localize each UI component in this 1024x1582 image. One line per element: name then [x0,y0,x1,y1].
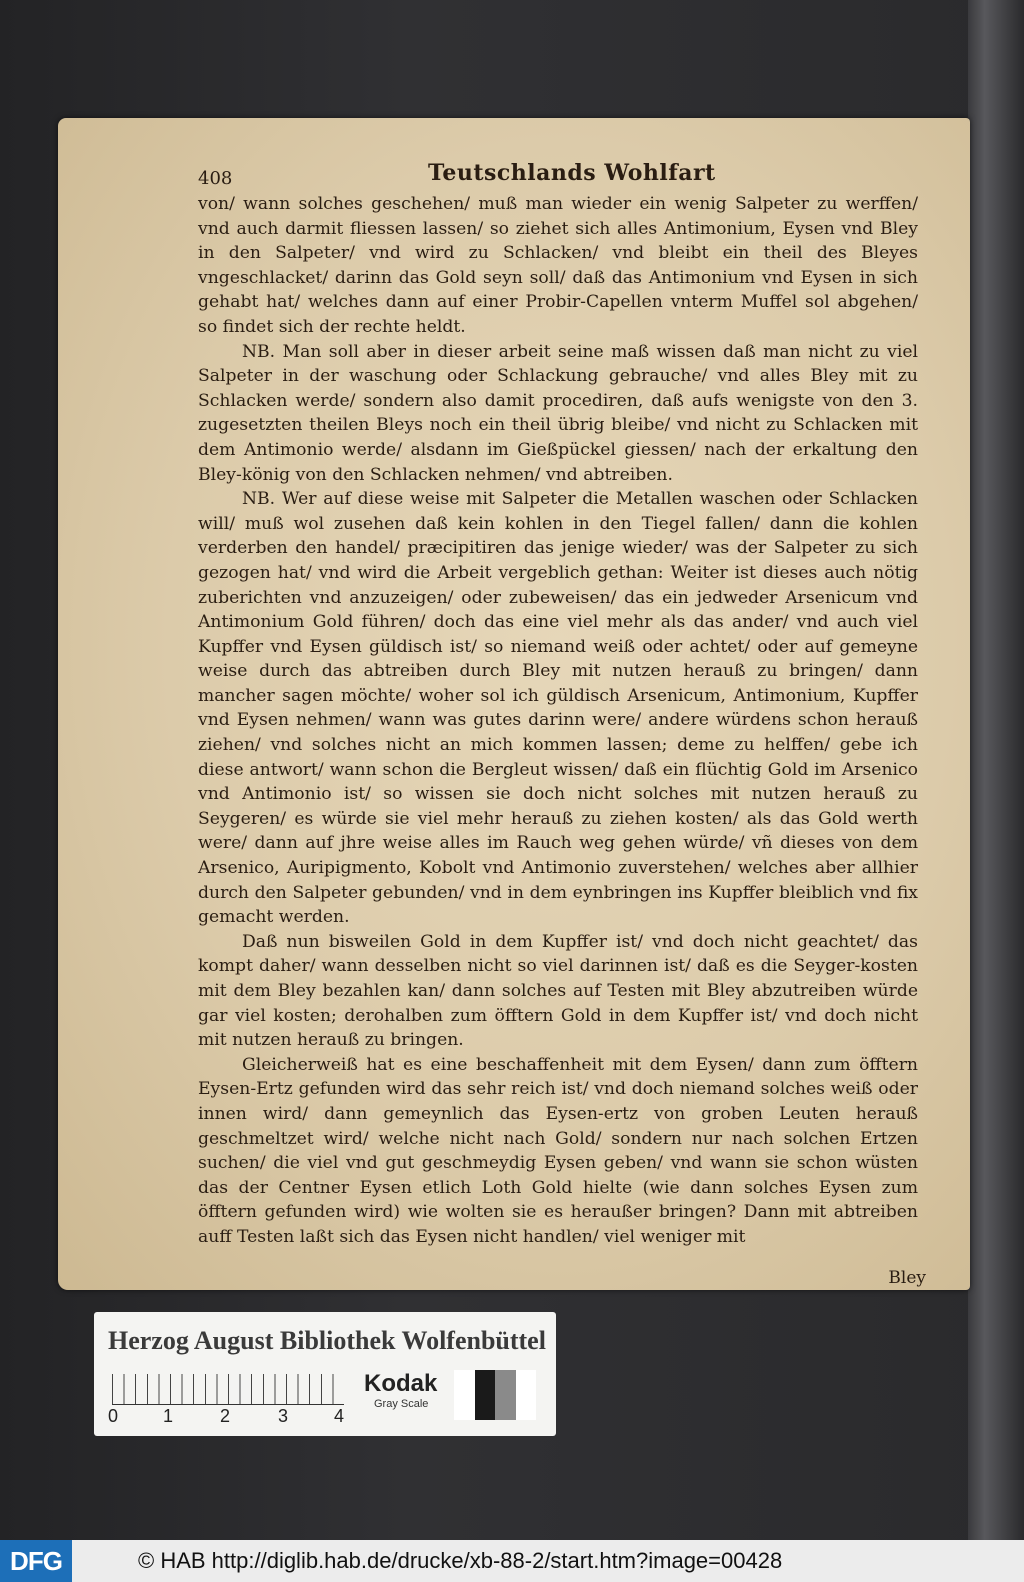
library-label-card [94,1312,556,1436]
copyright-link[interactable]: © HAB http://diglib.hab.de/drucke/xb-88-2/start.htm?image=00428 [138,1548,783,1573]
paragraph: NB. Man soll aber in dieser arbeit seine maß wissen daß man nicht zu viel Salpeter in der waschung oder Schlackung gebrauche/ vnd alles Bley mit zu Schlacken werde/ sondern also damit procediren, daß aufs wenigste von den 3. zugesetzten theilen Bleys noch ein theil übrig bleibe/ vnd nicht zu Schlacken mit dem Antimonio werde/ alsdann im Gießpückel giessen/ nach der erkaltung den Bley-könig von den Schlacken nehmen/ vnd abtreiben. [198,341,918,485]
kodak-brand: Kodak [364,1370,438,1397]
book-edge [968,0,1024,1540]
gray-swatch [454,1370,475,1420]
running-head-title: Teutschlands Wohlfart [428,160,716,186]
gray-scale-swatches [454,1370,536,1420]
gray-swatch [516,1370,537,1420]
footer-bar [0,1540,1024,1582]
library-name: Herzog August Bibliothek Wolfenbüttel [108,1326,546,1355]
gray-swatch [475,1370,496,1420]
ruler-number: 3 [278,1406,289,1426]
paragraph: Gleicherweiß hat es eine beschaffenheit mit dem Eysen/ dann zum öfftern Eysen-Ertz gefunden wird das sehr reich ist/ vnd doch niemand solches weiß oder innen wird/ dann gemeynlich das Eysen-ertz von groben Leuten herauß geschmeltzet wird/ welche nicht nach Gold/ sondern nur nach solchen Ertzen suchen/ die viel vnd gut geschmeydig Eysen geben/ vnd wann sie schon wüsten das der Centner Eysen etlich Loth Gold hielte (wie dann solches Eysen zum öfftern gefunden wird) wie wolten sie es heraußer bringen? Dann mit abtreiben auff Testen laßt sich das Eysen nicht handlen/ viel weniger mit [198,1054,918,1247]
scale-ruler [112,1374,344,1405]
catchword: Bley [888,1268,926,1288]
text-body [198,192,918,1250]
paragraph: Daß nun bisweilen Gold in dem Kupffer ist/ vnd doch nicht geachtet/ das kompt daher/ wann desselben nicht so viel darinnen ist/ daß es die Seyger-kosten mit dem Bley bezahlen kan/ dann solches auf Testen mit Bley abzutreiben würde gar viel kosten; derohalben zum öfftern Gold in dem Kupffer ist/ vnd doch nicht mit nutzen herauß zu bringen. [198,931,918,1051]
book-page [58,118,970,1290]
ruler-numbers [108,1406,358,1428]
gray-scale-label: Gray Scale [374,1398,429,1410]
running-head [198,158,918,188]
gray-swatch [495,1370,516,1420]
paragraph: von/ wann solches geschehen/ muß man wieder ein wenig Salpeter zu werffen/ vnd auch darmit fliessen lassen/ so ziehet sich alles Antimonium, Eysen vnd Bley in den Salpeter/ vnd wird zu Schlacken/ vnd bleibt ein theil des Bleyes vngeschlacket/ darinn das Gold seyn soll/ daß das Antimonium vnd Eysen in sich gehabt hat/ welches dann auf einer Probir-Capellen vnterm Muffel sol abgehen/ so findet sich der rechte heldt. [198,194,918,337]
ruler-number: 2 [220,1406,231,1426]
ruler-number: 1 [163,1406,174,1426]
dfg-logo: DFG [0,1540,72,1582]
page-number: 408 [198,168,233,189]
ruler-number: 0 [108,1406,119,1426]
ruler-number: 4 [334,1406,345,1426]
paragraph: NB. Wer auf diese weise mit Salpeter die Metallen waschen oder Schlacken will/ muß wol zusehen daß kein kohlen in den Tiegel fallen/ dann die kohlen verderben den handel/ præcipitiren das jenige wieder/ was der Salpeter zu sich gezogen hat/ vnd wird die Arbeit vergeblich gethan: Weiter ist dieses auch nötig zuberichten vnd anzuzeigen/ oder zubeweisen/ das ein jedweder Arsenicum vnd Antimonium Gold führen/ doch das eine viel mehr als das ander/ vnd auch viel Kupffer vnd Eysen güldisch ist/ so niemand weiß oder achtet/ oder auf gemeyne weise durch das abtreiben durch Bley mit nutzen herauß zu bringen/ dann mancher sagen möchte/ woher sol ich güldisch Arsenicum, Antimonium, Kupffer vnd Eysen nehmen/ wann was gutes darinn were/ andere würdens schon herauß ziehen/ vnd solches nicht an mich kommen lassen; deme zu helffen/ gebe ich diese antwort/ wann schon die Bergleut wissen/ daß ein flüchtig Gold im Arsenico vnd Antimonio ist/ so wissen sie doch nicht solches mit nutzen herauß zu Seygeren/ es würde sie viel mehr herauß zu ziehen kosten/ als das Gold werth were/ dann auf jhre weise alles im Rauch weg gehen würde/ vñ dieses von dem Arsenico, Auripigmento, Kobolt vnd Antimonio zuverstehen/ welches aber allhier durch den Salpeter gebunden/ vnd in dem eynbringen ins Kupffer bleiblich vnd fix gemacht werden. [198,489,918,928]
